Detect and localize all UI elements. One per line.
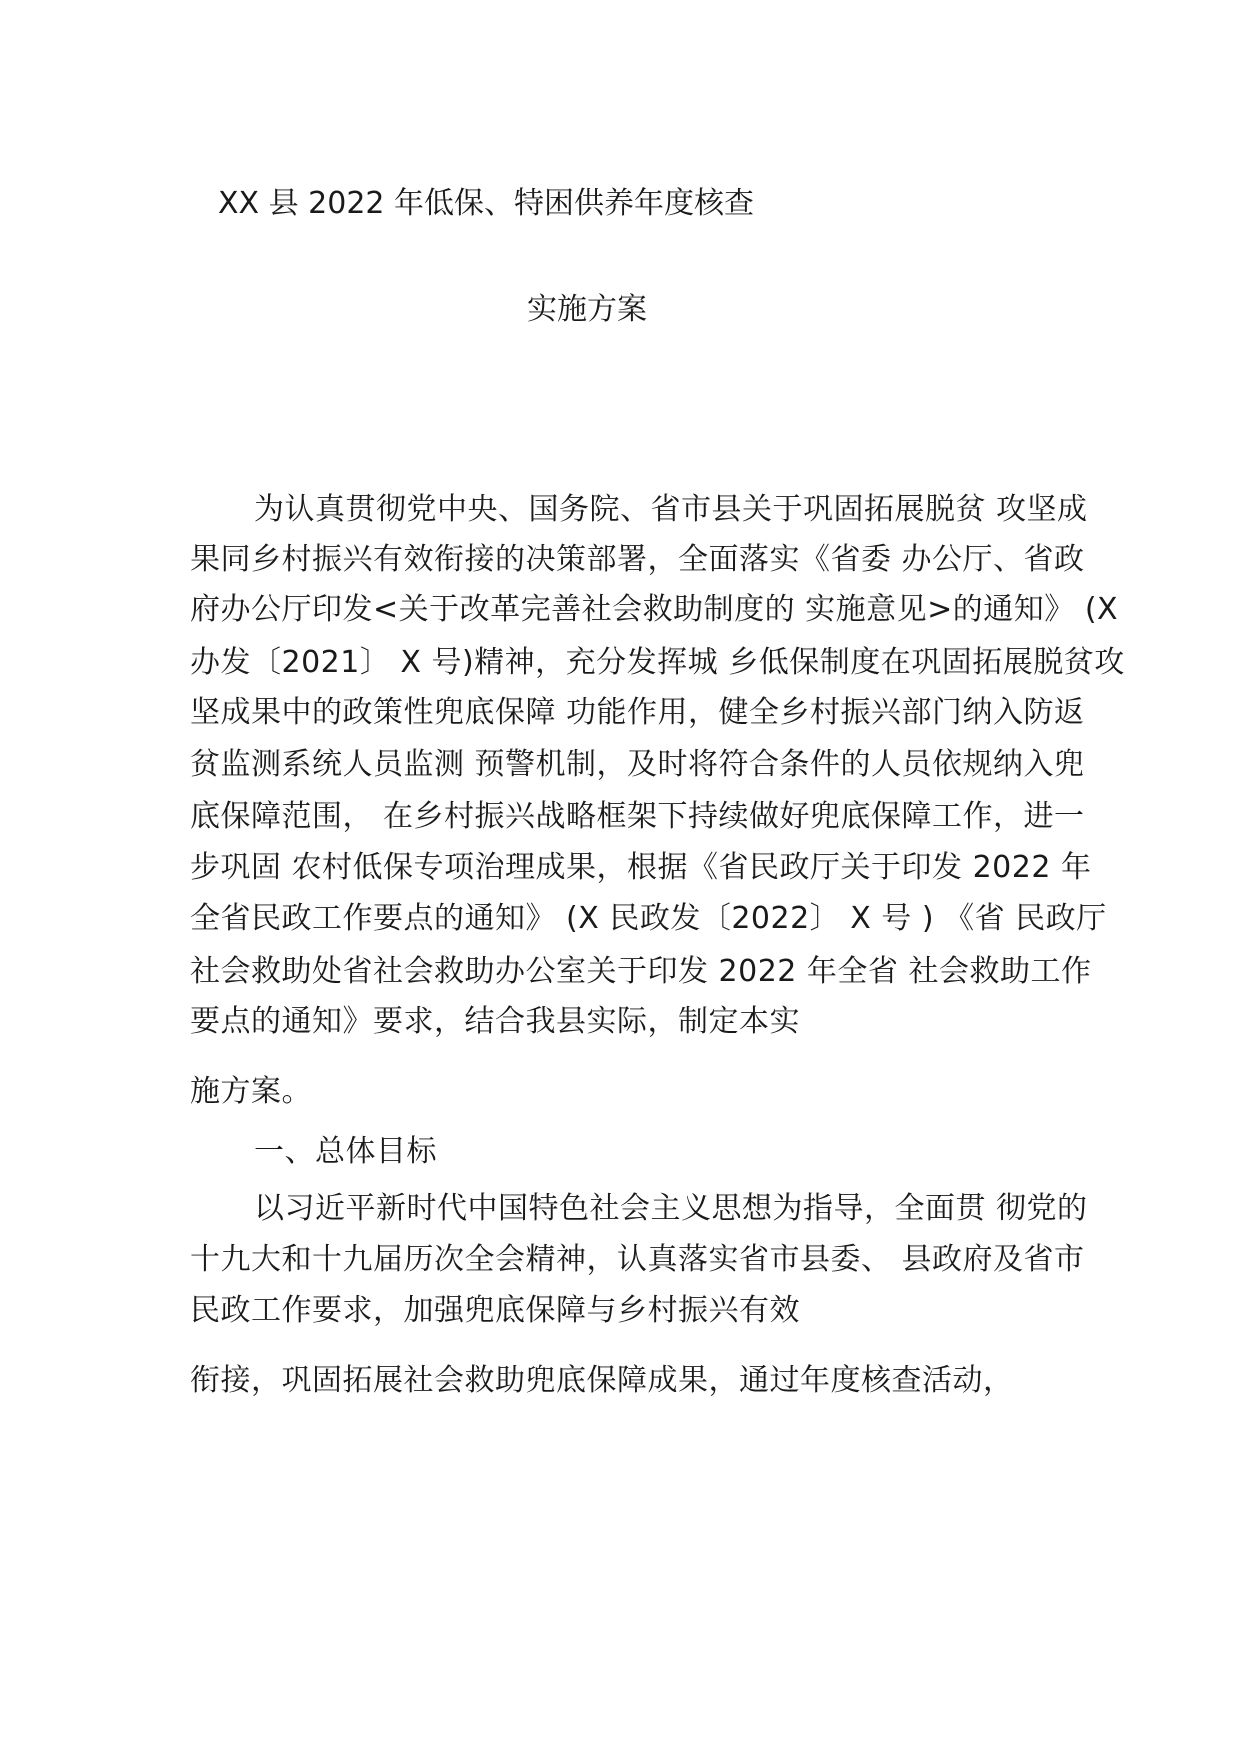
- intro-paragraph-line: 办发〔2021〕 X 号)精神，充分发挥城 乡低保制度在巩固拓展脱贫攻: [190, 645, 1125, 680]
- intro-paragraph-line: 施方案。: [190, 1074, 312, 1109]
- document-subtitle: 实施方案: [527, 292, 647, 327]
- intro-paragraph-line: 果同乡村振兴有效衔接的决策部署，全面落实《省委 办公厅、省政: [190, 542, 1085, 577]
- section-heading: 一、总体目标: [254, 1134, 437, 1169]
- intro-paragraph-line: 全省民政工作要点的通知》 (X 民政发〔2022〕 X 号 ) 《省 民政厅: [190, 901, 1107, 936]
- section-paragraph-line: 十九大和十九届历次全会精神，认真落实省市县委、 县政府及省市: [190, 1242, 1085, 1277]
- intro-paragraph-line: 社会救助处省社会救助办公室关于印发 2022 年全省 社会救助工作: [190, 954, 1092, 989]
- section-paragraph-line: 以习近平新时代中国特色社会主义思想为指导，全面贯 彻党的: [254, 1191, 1088, 1226]
- intro-paragraph-line: 坚成果中的政策性兜底保障 功能作用，健全乡村振兴部门纳入防返: [190, 695, 1085, 730]
- intro-paragraph-line: 步巩固 农村低保专项治理成果，根据《省民政厅关于印发 2022 年: [190, 850, 1092, 885]
- intro-paragraph-line: 府办公厅印发<关于改革完善社会救助制度的 实施意见>的通知》 (X: [190, 592, 1119, 627]
- intro-paragraph-line: 为认真贯彻党中央、国务院、省市县关于巩固拓展脱贫 攻坚成: [254, 492, 1088, 527]
- intro-paragraph-line: 要点的通知》要求，结合我县实际，制定本实: [190, 1004, 800, 1039]
- section-paragraph-line: 衔接，巩固拓展社会救助兜底保障成果，通过年度核查活动，: [190, 1363, 1014, 1398]
- document-title: XX 县 2022 年低保、特困供养年度核查: [218, 186, 755, 221]
- intro-paragraph-line: 底保障范围， 在乡村振兴战略框架下持续做好兜底保障工作，进一: [190, 799, 1085, 834]
- section-paragraph-line: 民政工作要求，加强兜底保障与乡村振兴有效: [190, 1293, 800, 1328]
- intro-paragraph-line: 贫监测系统人员监测 预警机制，及时将符合条件的人员依规纳入兜: [190, 747, 1085, 782]
